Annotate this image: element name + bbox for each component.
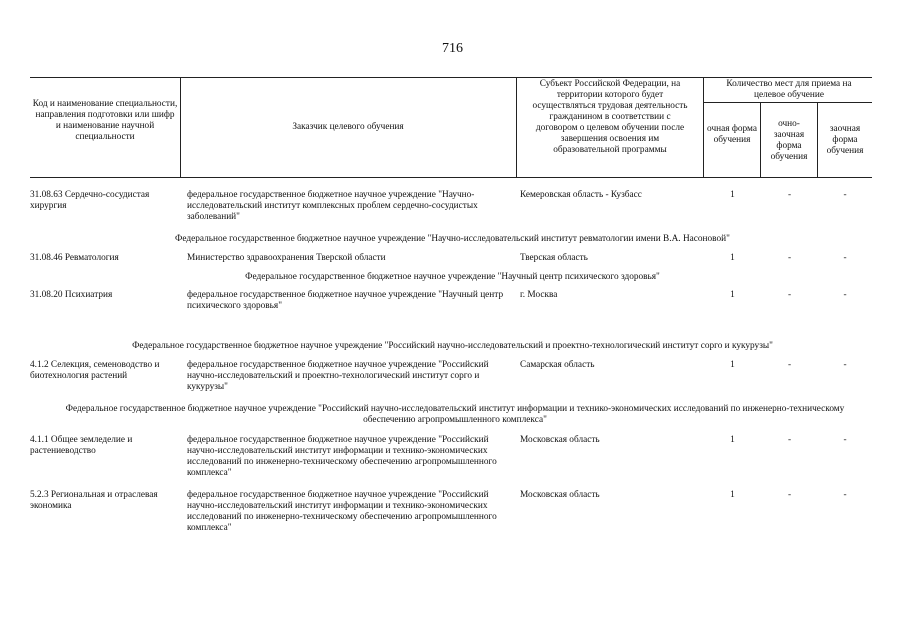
row-code: 31.08.46 Ревматология — [30, 253, 119, 263]
row-extramural-count: - — [843, 190, 847, 200]
row-parttime-count: - — [787, 435, 792, 445]
organization-heading: Федеральное государственное бюджетное научное учреждение "Научно-исследовательский институт ревматологии имени В.А. Насоновой" — [175, 234, 730, 244]
header-divider-2 — [516, 77, 517, 177]
row-region: Тверская область — [520, 253, 588, 263]
header-places-divider — [703, 102, 872, 103]
header-bottom-border — [30, 177, 872, 178]
row-customer: Министерство здравоохранения Тверской области — [187, 253, 386, 263]
header-divider-3 — [703, 77, 704, 177]
row-fulltime-count: 1 — [730, 360, 735, 370]
row-parttime-count: - — [787, 290, 792, 300]
row-fulltime-count: 1 — [730, 490, 735, 500]
row-customer: федеральное государственное бюджетное научное учреждение "Научно-исследовательский институт комплексных проблем сердечно-сосудистых заболеваний" — [187, 190, 478, 222]
header-top-border — [30, 77, 872, 78]
row-customer: федеральное государственное бюджетное научное учреждение "Российский научно-исследовательский институт информации и технико-экономических исследований по инженерно-техническому обеспечению агропромышленного комплекса" — [187, 435, 497, 478]
row-parttime-count: - — [787, 360, 792, 370]
row-fulltime-count: 1 — [730, 253, 735, 263]
row-customer: федеральное государственное бюджетное научное учреждение "Российский научно-исследовательский и проектно-технологический институт сорго и кукурузы" — [187, 360, 489, 392]
row-extramural-count: - — [843, 360, 847, 370]
header-divider-1 — [180, 77, 181, 177]
row-extramural-count: - — [843, 253, 847, 263]
row-code: 31.08.63 Сердечно-сосудистая хирургия — [30, 190, 150, 211]
row-region: Московская область — [520, 435, 600, 445]
row-fulltime-count: 1 — [730, 435, 735, 445]
row-customer: федеральное государственное бюджетное научное учреждение "Научный центр психического здоровья" — [187, 290, 504, 311]
row-extramural-count: - — [843, 490, 847, 500]
row-code: 4.1.2 Селекция, семеноводство и биотехнология растений — [30, 360, 160, 381]
row-extramural-count: - — [843, 435, 847, 445]
row-region: Самарская область — [520, 360, 595, 370]
organization-heading: Федеральное государственное бюджетное научное учреждение "Российский научно-исследовательский институт информации и технико-экономических исследований по инженерно-техническому обеспечению агропромышленного комплекса" — [65, 404, 845, 425]
page-number: 716 — [442, 41, 463, 56]
row-code: 31.08.20 Психиатрия — [30, 290, 113, 300]
organization-heading: Федеральное государственное бюджетное научное учреждение "Научный центр психического здоровья" — [245, 272, 660, 282]
row-region: Московская область — [520, 490, 600, 500]
header-parttime: очно-заочная форма обучения — [770, 119, 808, 162]
row-fulltime-count: 1 — [730, 290, 735, 300]
row-code: 5.2.3 Региональная и отраслевая экономика — [30, 490, 158, 511]
header-code: Код и наименование специальности, направления подготовки или шифр и наименование научной специальности — [32, 99, 178, 142]
row-parttime-count: - — [787, 490, 792, 500]
header-divider-4 — [760, 102, 761, 177]
header-fulltime: очная форма обучения — [707, 124, 757, 145]
header-extramural: заочная форма обучения — [826, 124, 864, 156]
organization-heading: Федеральное государственное бюджетное научное учреждение "Российский научно-исследовательский и проектно-технологический институт сорго и кукурузы" — [132, 341, 773, 351]
row-extramural-count: - — [843, 290, 847, 300]
header-region: Субъект Российской Федерации, на территории которого будет осуществляться трудовая деятельность гражданином в соответствии с договором о целевом обучении после завершения освоения им образовательной программы — [532, 79, 688, 155]
row-parttime-count: - — [787, 190, 792, 200]
row-customer: федеральное государственное бюджетное научное учреждение "Российский научно-исследовательский институт информации и технико-экономических исследований по инженерно-техническому обеспечению агропромышленного комплекса" — [187, 490, 497, 533]
header-customer: Заказчик целевого обучения — [292, 122, 404, 132]
row-fulltime-count: 1 — [730, 190, 735, 200]
row-parttime-count: - — [787, 253, 792, 263]
header-places: Количество мест для приема на целевое обучение — [726, 79, 852, 100]
row-region: Кемеровская область - Кузбасс — [520, 190, 642, 200]
header-divider-5 — [817, 102, 818, 177]
row-code: 4.1.1 Общее земледелие и растениеводство — [30, 435, 133, 456]
row-region: г. Москва — [520, 290, 558, 300]
